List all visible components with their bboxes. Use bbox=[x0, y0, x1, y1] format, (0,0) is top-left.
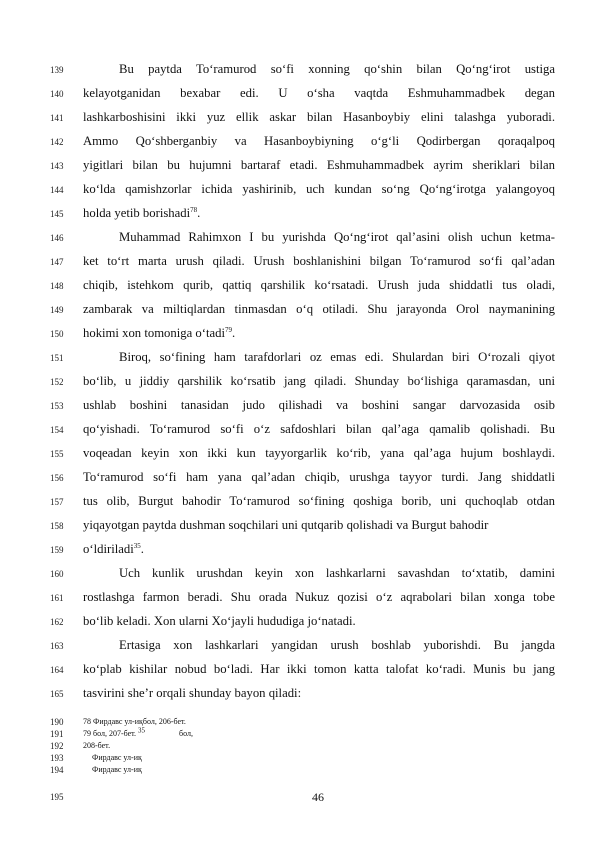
line-number: 157 bbox=[50, 497, 64, 507]
text-line-last bbox=[83, 205, 555, 222]
line-number: 144 bbox=[50, 185, 64, 195]
text-line-last bbox=[83, 325, 555, 342]
line-number: 159 bbox=[50, 545, 64, 555]
line-number: 163 bbox=[50, 641, 64, 651]
line-number: 158 bbox=[50, 521, 64, 531]
line-number: 191 bbox=[50, 729, 64, 739]
text-fragment: holda yetib borishadi bbox=[83, 206, 191, 220]
text-line-last bbox=[83, 541, 555, 558]
text-line: Uch kunlik urushdan keyin xon lashkarlarni savashdan to‘xtatib, damini bbox=[119, 566, 555, 580]
line-number: 161 bbox=[50, 593, 64, 603]
text-line: tasvirini she’r orqali shunday bayon qiladi: bbox=[83, 686, 302, 700]
text-line: tus olib, Burgut bahodir To‘ramurod so‘fining qoshiga borib, uni quchoqlab otdan bbox=[83, 494, 555, 508]
line-number: 150 bbox=[50, 329, 64, 339]
text-fragment: . bbox=[140, 542, 144, 556]
footnote-ref: 35 bbox=[138, 726, 146, 735]
text-line: kelayotganidan bexabar edi. U o‘sha vaqtda Eshmuhammadbek degan bbox=[83, 86, 555, 100]
text-line: ko‘plab kishilar nobud bo‘ladi. Har ikki tomon katta talofat ko‘radi. Munis bu jang bbox=[83, 662, 555, 676]
text-line: Ammo Qo‘shberganbiy va Hasanboybiyning o‘g‘li Qodirbergan qoraqalpoq bbox=[83, 134, 555, 148]
text-fragment: hokimi xon tomoniga o‘tadi bbox=[83, 326, 226, 340]
footnote-ref: 79 bbox=[225, 325, 233, 334]
text-line: bo‘lib, u jiddiy qarshilik ko‘rsatib jang qiladi. Shunday bo‘lishiga qaramasdan, uni bbox=[83, 374, 555, 388]
text-line: Ertasiga xon lashkarlari yangidan urush boshlab yuborishdi. Bu jangda bbox=[119, 638, 555, 652]
line-number: 156 bbox=[50, 473, 64, 483]
line-number: 164 bbox=[50, 665, 64, 675]
footnote: 208-бет. bbox=[83, 741, 111, 750]
footnote-ref: 35 bbox=[133, 541, 141, 550]
text-line: chiqib, istehkom qurib, qattiq qarshilik ko‘rsatadi. Urush juda shiddatli tus oladi, bbox=[83, 278, 555, 292]
text-line: Biroq, so‘fining ham tarafdorlari oz emas edi. Shulardan biri O‘rozali qiyot bbox=[119, 350, 555, 364]
line-number: 148 bbox=[50, 281, 64, 291]
footnote-text: 79 бол, 207-бет. bbox=[83, 729, 137, 738]
line-number: 154 bbox=[50, 425, 64, 435]
text-line: ushlab boshini tanasidan judo qilishadi va boshini sangar darvozasida osib bbox=[83, 398, 555, 412]
line-number: 143 bbox=[50, 161, 64, 171]
line-number: 162 bbox=[50, 617, 64, 627]
page-number: 46 bbox=[312, 790, 324, 804]
footnote bbox=[83, 726, 193, 739]
line-number: 192 bbox=[50, 741, 64, 751]
text-line: Bu paytda To‘ramurod so‘fi xonning qo‘shin bilan Qo‘ng‘irot ustiga bbox=[119, 62, 555, 76]
text-line: rostlashga farmon beradi. Shu orada Nukuz qozisi o‘z aqrabolari bilan xonga tobe bbox=[83, 590, 555, 604]
line-number: 139 bbox=[50, 65, 64, 75]
text-fragment: . bbox=[197, 206, 201, 220]
line-number: 145 bbox=[50, 209, 64, 219]
text-line: To‘ramurod so‘fi ham yana qal’adan chiqib, urushga tayyor turdi. Jang shiddatli bbox=[83, 470, 555, 484]
footnote: 78 Фирдавс ул-иқбол, 206-бет. bbox=[83, 717, 186, 726]
text-line: ko‘lda qamishzorlar ichida yashirinib, uch kundan so‘ng Qo‘ng‘irotga yalangoyoq bbox=[83, 182, 555, 196]
line-number: 141 bbox=[50, 113, 64, 123]
line-number: 149 bbox=[50, 305, 64, 315]
line-number: 190 bbox=[50, 717, 64, 727]
line-number: 140 bbox=[50, 89, 64, 99]
footnote-text: бол, bbox=[179, 729, 193, 738]
text-line: lashkarboshisini ikki yuz ellik askar bilan Hasanboybiy elini talashga yuboradi. bbox=[83, 110, 555, 124]
line-number: 151 bbox=[50, 353, 64, 363]
line-number: 193 bbox=[50, 753, 64, 763]
text-fragment: o‘ldiriladi bbox=[83, 542, 134, 556]
line-number: 160 bbox=[50, 569, 64, 579]
text-line: bo‘lib keladi. Xon ularni Xo‘jayli hududiga jo‘natadi. bbox=[83, 614, 356, 628]
footnote: Фирдавс ул-иқ bbox=[92, 765, 142, 774]
line-number: 146 bbox=[50, 233, 64, 243]
line-number: 153 bbox=[50, 401, 64, 411]
text-line: Muhammad Rahimxon I bu yurishda Qo‘ng‘irot qal’asini olish uchun ketma- bbox=[119, 230, 555, 244]
footnote: Фирдавс ул-иқ bbox=[92, 753, 142, 762]
text-line: ket to‘rt marta urush qiladi. Urush boshlanishini bilgan To‘ramurod so‘fi qal’adan bbox=[83, 254, 555, 268]
line-number: 194 bbox=[50, 765, 64, 775]
footnote-ref: 78 bbox=[190, 205, 198, 214]
line-number: 195 bbox=[50, 792, 64, 802]
line-number: 155 bbox=[50, 449, 64, 459]
line-number: 142 bbox=[50, 137, 64, 147]
text-line: voqeadan keyin xon ikki kun tayyorgarlik ko‘rib, yana qal’aga hujum boshlaydi. bbox=[83, 446, 555, 460]
text-line: yigitlari bilan bu hujumni bartaraf etadi. Eshmuhammadbek ayrim sheriklari bilan bbox=[83, 158, 555, 172]
line-number: 165 bbox=[50, 689, 64, 699]
text-fragment: . bbox=[232, 326, 236, 340]
text-line: zambarak va miltiqlardan tinmasdan o‘q otiladi. Shu jarayonda Orol naymanining bbox=[83, 302, 555, 316]
text-line: yiqayotgan paytda dushman soqchilari uni qutqarib qolishadi va Burgut bahodir bbox=[83, 518, 489, 532]
text-line: qo‘yishadi. To‘ramurod so‘fi o‘z safdoshlari bilan qal’aga qamalib qolishadi. Bu bbox=[83, 422, 555, 436]
line-number: 147 bbox=[50, 257, 64, 267]
line-number: 152 bbox=[50, 377, 64, 387]
